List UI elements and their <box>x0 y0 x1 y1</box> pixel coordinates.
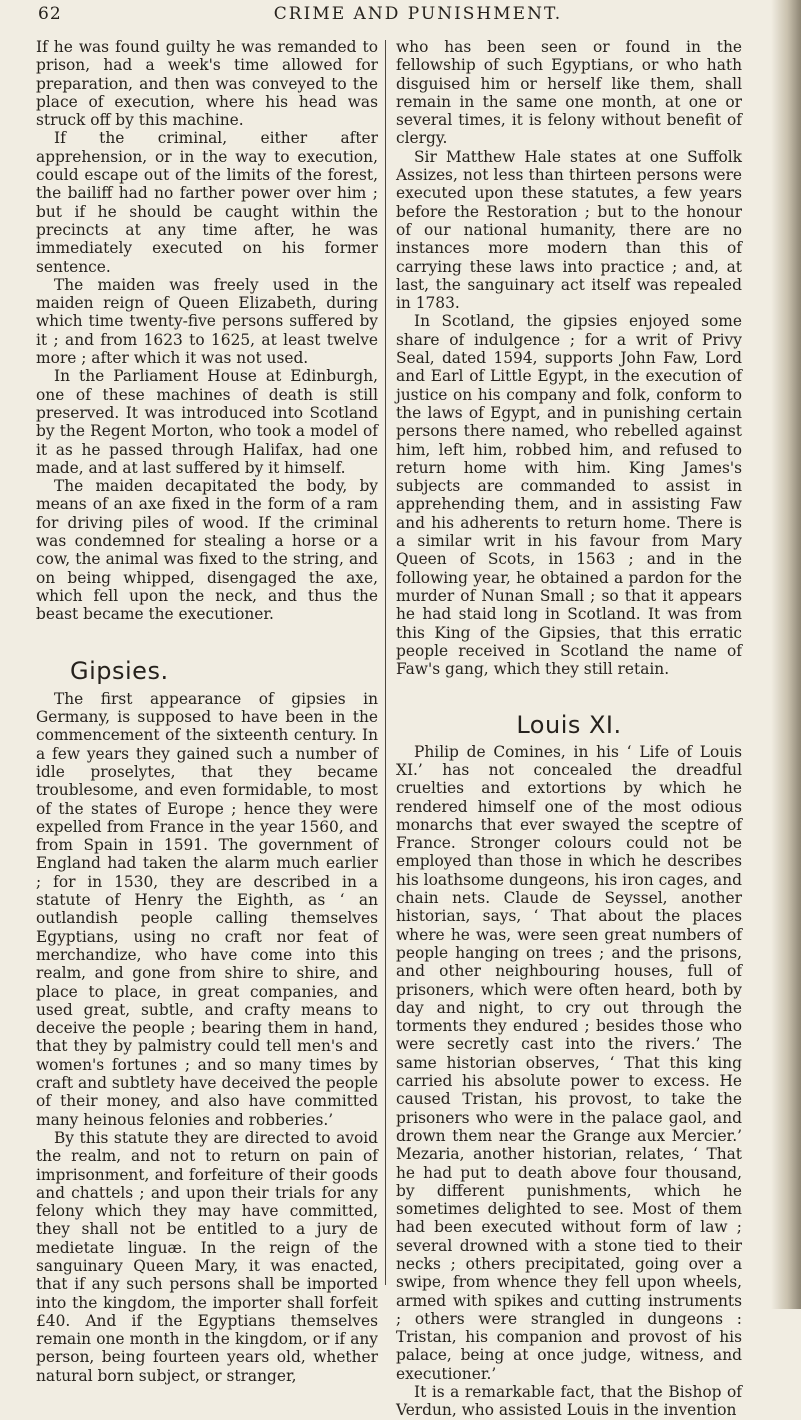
paragraph: It is a remarkable fact, that the Bishop of Verdun, who assisted Louis in the invention <box>396 1383 742 1420</box>
paragraph: Sir Matthew Hale states at one Suffolk Assizes, not less than thirteen persons were executed upon these statutes, a few years before the Restoration ; but to the honour of our national humanity, there are no instances more modern than this of carrying these laws into practice ; and, at last, the sanguinary act itself was repealed in 1783. <box>396 147 742 313</box>
page-number: 62 <box>38 4 62 24</box>
paragraph: In the Parliament House at Edinburgh, one of these machines of death is still preserved. It was introduced into Scotland by the Regent Morton, who took a model of it as he passed through Halifax, had one made, and at last suffered by it himself. <box>36 367 378 477</box>
paragraph: The maiden was freely used in the maiden reign of Queen Elizabeth, during which time twenty-five persons suffered by it ; and from 1623 to 1625, at least twelve more ; after which it was not used. <box>36 275 378 368</box>
right-column <box>396 38 742 1420</box>
paragraph: Philip de Comines, in his ‘ Life of Louis XI.’ has not concealed the dreadful cruelties and extortions by which he rendered himself one of the most odious monarchs that ever swayed the sceptre of France. Stronger colours could not be employed than those in which he describes his loathsome dungeons, his iron cages, and chain nets. Claude de Seyssel, another historian, says, ‘ That about the places where he was, were seen great numbers of people hanging on trees ; and the prisons, and other neighbouring houses, full of prisoners, which were often heard, both by day and night, to cry out through the torments they endured ; besides those who were secretly cast into the rivers.’ The same historian observes, ‘ That this king carried his absolute power to excess. He caused Tristan, his provost, to take the prisoners who were in the palace gaol, and drown them near the Grange aux Mercier.’ Mezaria, another historian, relates, ‘ That he had put to death above four thousand, by different punishments, which he sometimes delighted to see. Most of them had been executed without form of law ; several drowned with a stone tied to their necks ; others precipitated, going over a swipe, from whence they fell upon wheels, armed with spikes and cutting instruments ; others were strangled in dungeons : Tristan, his companion and provost of his palace, being at once judge, witness, and executioner.’ <box>396 742 742 1383</box>
page-edge-shadow <box>771 0 801 1309</box>
running-head <box>38 4 778 28</box>
paragraph: By this statute they are directed to avoid the realm, and not to return on pain of imprisonment, and forfeiture of their goods and chattels ; and upon their trials for any felony which they may have committed, they shall not be entitled to a jury de medietate linguæ. In the reign of the sanguinary Queen Mary, it was enacted, that if any such persons shall be imported into the kingdom, the importer shall forfeit £40. And if the Egyptians themselves remain one month in the kingdom, or if any person, being fourteen years old, whether natural born subject, or stranger, <box>36 1128 378 1385</box>
section-heading-louis-xi: Louis XI. <box>516 711 622 740</box>
paragraph: If the criminal, either after apprehension, or in the way to execution, could escape out of the limits of the forest, the bailiff had no farther power over him ; but if he should be caught within the precincts at any time after, he was immediately executed on his former sentence. <box>36 129 378 276</box>
paragraph: The first appearance of gipsies in Germany, is supposed to have been in the commencement of the sixteenth century. In a few years they gained such a number of idle proselytes, that they became troublesome, and even formidable, to most of the states of Europe ; hence they were expelled from France in the year 1560, and from Spain in 1591. The government of England had taken the alarm much earlier ; for in 1530, they are described in a statute of Henry the Eighth, as ‘ an outlandish people calling themselves Egyptians, using no craft nor feat of merchandize, who have come into this realm, and gone from shire to shire, and place to place, in great companies, and used great, subtle, and crafty means to deceive the people ; bearing them in hand, that they by palmistry could tell men's and women's fortunes ; and so many times by craft and subtlety have deceived the people of their money, and also have committed many heinous felonies and robberies.’ <box>36 689 378 1129</box>
paragraph: The maiden decapitated the body, by means of an axe fixed in the form of a ram for driving piles of wood. If the criminal was condemned for stealing a horse or a cow, the animal was fixed to the string, and on being whipped, disengaged the axe, which fell upon the neck, and thus the beast became the executioner. <box>36 477 378 624</box>
paragraph: who has been seen or found in the fellowship of such Egyptians, or who hath disguised him or herself like them, shall remain in the same one month, at one or several times, it is felony without benefit of clergy. <box>396 38 742 148</box>
paragraph: In Scotland, the gipsies enjoyed some share of indulgence ; for a writ of Privy Seal, dated 1594, supports John Faw, Lord and Earl of Little Egypt, in the execution of justice on his company and folk, conform to the laws of Egypt, and in punishing certain persons there named, who rebelled against him, left him, robbed him, and refused to return home with him. King James's subjects are commanded to assist in apprehending them, and in assisting Faw and his adherents to return home. There is a similar writ in his favour from Mary Queen of Scots, in 1563 ; and in the following year, he obtained a pardon for the murder of Nunan Small ; so that it appears he had staid long in Scotland. It was from this King of the Gipsies, that this erratic people received in Scotland the name of Faw's gang, which they still retain. <box>396 312 742 679</box>
running-title: CRIME AND PUNISHMENT. <box>273 4 563 24</box>
left-column <box>36 38 378 1385</box>
paragraph: If he was found guilty he was remanded to prison, had a week's time allowed for preparation, and then was conveyed to the place of execution, where his head was struck off by this machine. <box>36 38 378 130</box>
section-heading-gipsies: Gipsies. <box>70 656 169 685</box>
column-divider <box>385 40 386 1285</box>
